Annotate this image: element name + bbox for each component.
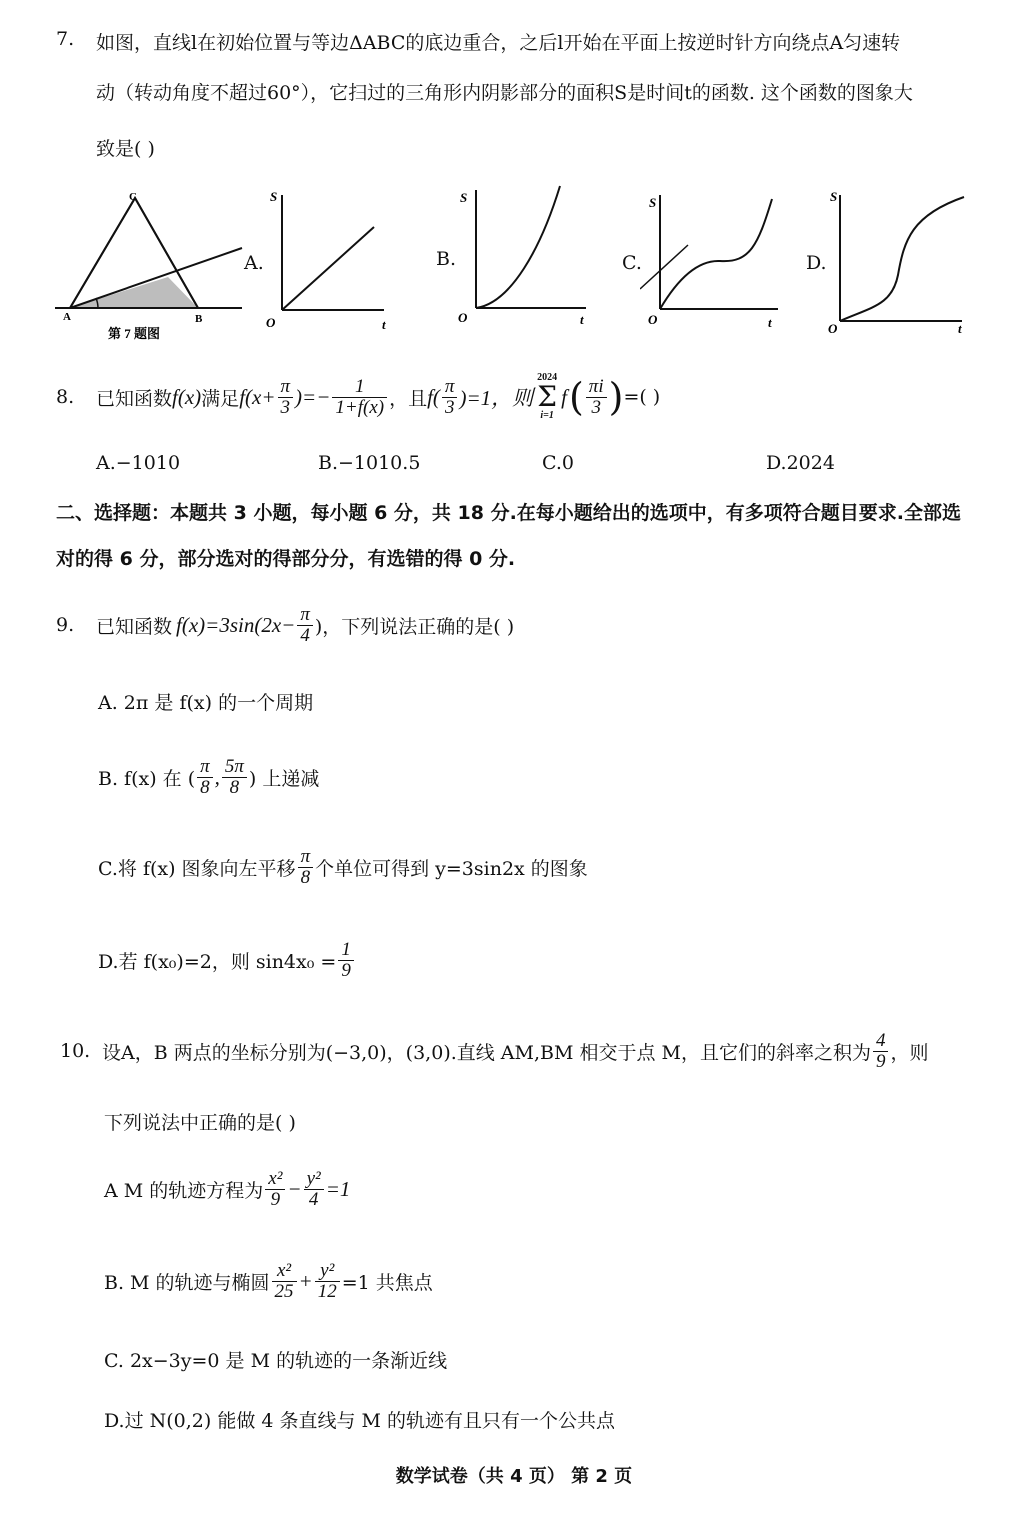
q9-stem: 已知函数 f(x)=3sin(2x− $\frac{\pi}{4}$ )，下列说法正确的是( ) — [96, 603, 515, 646]
q8-summation: 2024 Σ i=1 — [537, 372, 558, 421]
svg-text:S: S — [649, 195, 657, 210]
svg-text:S: S — [460, 190, 468, 205]
q7-text-line3: 致是( ) — [96, 138, 155, 160]
page-footer: 数学试卷（共 4 页） 第 2 页 — [395, 1466, 633, 1487]
svg-text:S: S — [270, 189, 278, 204]
q7-option-d-label: D. — [806, 252, 827, 274]
label-c: C — [129, 191, 137, 203]
q9-option-b: B. f(x) 在 ( $\frac{\pi}{8}$ , $\frac{5\pi}{8}$ ) 上递减 — [98, 755, 320, 798]
shaded-region — [70, 277, 198, 308]
q7-option-b-label: B. — [436, 248, 457, 270]
q9-number: 9. — [56, 614, 75, 636]
label-b: B — [195, 313, 203, 325]
svg-text:t: t — [958, 321, 962, 335]
q7-text-line1: 如图，直线l在初始位置与等边ΔABC的底边重合，之后l开始在平面上按逆时针方向绕点A匀速转 — [96, 32, 901, 54]
svg-text:t: t — [580, 312, 584, 327]
q7-triangle-figure — [50, 190, 250, 350]
section2-line1: 二、选择题：本题共 3 小题，每小题 6 分，共 18 分.在每小题给出的选项中，有多项符合题目要求.全部选 — [56, 502, 962, 524]
section2-line2: 对的得 6 分，部分选对的得部分分，有选错的得 0 分. — [56, 548, 516, 570]
curve-b — [476, 186, 560, 308]
curve-a — [282, 227, 374, 310]
q10-stem-line2: 下列说法中正确的是( ) — [104, 1112, 296, 1134]
svg-text:t: t — [382, 317, 386, 332]
q8-number: 8. — [56, 386, 75, 408]
q9-option-d: D.若 f(x₀)=2，则 sin4x₀ = $\frac{1}{9}$ — [98, 930, 356, 990]
curve-d — [840, 197, 964, 321]
q8-stem: 已知函数 f(x) 满足 f(x+ $\frac{\pi}{3}$ )=− $\frac{1}{1+f(x)}$ ，且 f( $\frac{\pi}{3}$ )=1，则 2024 Σ i=1 f ( $\frac{\pi i}{3}$ ) =( ) — [96, 372, 661, 421]
svg-text:S: S — [830, 189, 838, 204]
q7-graph-a — [262, 185, 392, 335]
q7-graph-d — [822, 185, 972, 335]
q10-stem-line1: 设A，B 两点的坐标分别为(−3,0)，(3,0).直线 AM,BM 相交于点 M，且它们的斜率之积为 $\frac{4}{9}$ ，则 — [102, 1029, 929, 1072]
q10-number: 10. — [60, 1040, 91, 1062]
svg-text:O: O — [458, 310, 468, 325]
q7-graph-c — [640, 185, 785, 335]
svg-text:O: O — [266, 315, 276, 330]
label-a: A — [63, 311, 71, 323]
q7-graph-b — [456, 178, 596, 328]
q7-number: 7. — [56, 28, 75, 50]
q8-option-d: D.2024 — [766, 452, 835, 474]
q7-text-line2: 动（转动角度不超过60°），它扫过的三角形内阴影部分的面积S是时间t的函数. 这个函数的图象大 — [96, 82, 913, 104]
q8-option-c: C.0 — [542, 452, 574, 474]
q7-option-a-label: A. — [244, 252, 264, 274]
q7-option-c-label: C. — [622, 252, 642, 274]
q10-option-c: C. 2x−3y=0 是 M 的轨迹的一条渐近线 — [104, 1350, 448, 1372]
q9-option-c: C.将 f(x) 图象向左平移 $\frac{\pi}{8}$ 个单位可得到 y=3sin2x 的图象 — [98, 845, 588, 888]
q8-option-a: A.−1010 — [96, 452, 181, 474]
q10-option-a: A M 的轨迹方程为 $\frac{\text{x²}}{9}$ − $\frac{\text{y²}}{4}$ =1 — [104, 1167, 351, 1210]
curve-c — [660, 199, 772, 309]
q9-option-a: A. 2π 是 f(x) 的一个周期 — [98, 692, 314, 714]
q7-figure-caption: 第 7 题图 — [108, 326, 161, 341]
q8-option-b: B.−1010.5 — [318, 452, 421, 474]
svg-text:O: O — [828, 321, 838, 335]
q10-option-d: D.过 N(0,2) 能做 4 条直线与 M 的轨迹有且只有一个公共点 — [104, 1410, 616, 1432]
svg-text:O: O — [648, 312, 658, 327]
q10-option-b: B. M 的轨迹与椭圆 $\frac{\text{x²}}{25}$ + $\frac{\text{y²}}{12}$ =1 共焦点 — [104, 1259, 433, 1302]
svg-text:t: t — [768, 315, 772, 330]
